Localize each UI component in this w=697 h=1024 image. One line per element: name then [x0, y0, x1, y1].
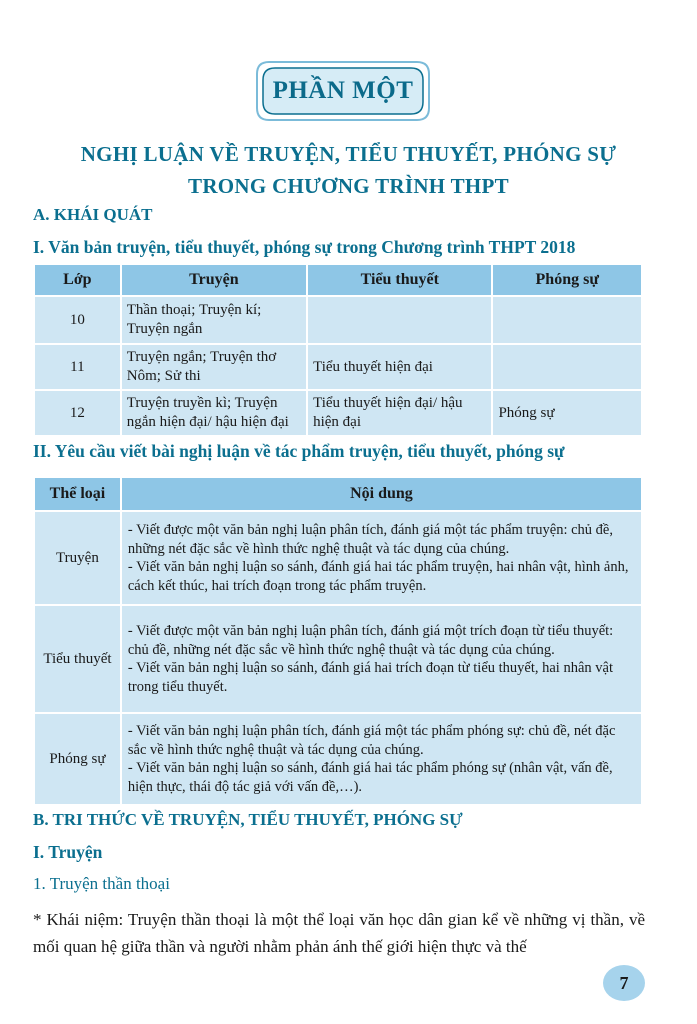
story-cell: Thần thoại; Truyện kí; Truyện ngắn — [121, 296, 307, 344]
reportage-cell — [492, 344, 642, 390]
reportage-cell — [492, 296, 642, 344]
genre-cell: Phóng sự — [34, 713, 121, 805]
content-cell — [121, 605, 642, 713]
requirement-item: - Viết văn bản nghị luận so sánh, đánh giá hai trích đoạn từ tiểu thuyết, hai nhân vật trong tiểu thuyết. — [127, 660, 613, 695]
part-badge-label: PHẦN MỘT — [272, 77, 414, 104]
column-header-reportage: Phóng sự — [492, 264, 642, 296]
genre-cell: Truyện — [34, 511, 121, 605]
part-badge — [255, 60, 431, 122]
requirement-item: - Viết văn bản nghị luận so sánh, đánh giá hai tác phẩm truyện, hai nhân vật, hình ảnh, cách kết thúc, hai trích đoạn trong tác phẩm truyện. — [127, 559, 629, 594]
curriculum-table — [33, 263, 643, 437]
content-cell — [121, 511, 642, 605]
requirements-table — [33, 476, 643, 806]
section-b-heading: B. TRI THỨC VỀ TRUYỆN, TIỂU THUYẾT, PHÓNG SỰ — [33, 810, 463, 829]
novel-cell — [307, 296, 492, 344]
requirement-item: - Viết văn bản nghị luận phân tích, đánh giá một tác phẩm phóng sự: chủ đề, nét đặc sắc về hình thức nghệ thuật và tác dụng của chúng. — [127, 723, 616, 758]
content-cell — [121, 713, 642, 805]
section-a-part2-heading: II. Yêu cầu viết bài nghị luận về tác phẩm truyện, tiểu thuyết, phóng sự — [33, 441, 565, 461]
chapter-title-line2: TRONG CHƯƠNG TRÌNH THPT — [188, 174, 509, 198]
column-header-genre: Thể loại — [34, 477, 121, 511]
table-row — [34, 296, 642, 344]
requirement-item: - Viết văn bản nghị luận so sánh, đánh giá hai tác phẩm phóng sự (nhân vật, vấn đề, hiện thực, thái độ tác giả với vấn đề,…). — [127, 760, 613, 795]
section-b-part1-heading: I. Truyện — [33, 842, 103, 862]
table-header-row — [34, 264, 642, 296]
page-number-badge — [602, 964, 646, 1002]
column-header-grade: Lớp — [34, 264, 121, 296]
novel-cell: Tiểu thuyết hiện đại — [307, 344, 492, 390]
table-row — [34, 605, 642, 713]
grade-cell: 10 — [34, 296, 121, 344]
page-number: 7 — [619, 972, 629, 993]
column-header-content: Nội dung — [121, 477, 642, 511]
story-cell: Truyện truyền kì; Truyện ngắn hiện đại/ hậu hiện đại — [121, 390, 307, 436]
definition-paragraph: * Khái niệm: Truyện thần thoại là một thể loại văn học dân gian kể về những vị thần, về mối quan hệ giữa thần và người nhằm phản ánh thế giới hiện thực và thế — [33, 910, 645, 956]
column-header-story: Truyện — [121, 264, 307, 296]
reportage-cell: Phóng sự — [492, 390, 642, 436]
chapter-title-line1: NGHỊ LUẬN VỀ TRUYỆN, TIỂU THUYẾT, PHÓNG SỰ — [80, 142, 617, 166]
requirement-item: - Viết được một văn bản nghị luận phân tích, đánh giá một tác phẩm truyện: chủ đề, những nét đặc sắc về hình thức nghệ thuật và tác dụng của chúng. — [127, 522, 613, 557]
column-header-novel: Tiểu thuyết — [307, 264, 492, 296]
story-cell: Truyện ngắn; Truyện thơ Nôm; Sử thi — [121, 344, 307, 390]
section-a-heading: A. KHÁI QUÁT — [33, 205, 153, 224]
grade-cell: 11 — [34, 344, 121, 390]
section-a-part1-heading: I. Văn bản truyện, tiểu thuyết, phóng sự trong Chương trình THPT 2018 — [33, 237, 576, 257]
section-b-sub1-heading: 1. Truyện thần thoại — [33, 874, 170, 893]
genre-cell: Tiểu thuyết — [34, 605, 121, 713]
novel-cell: Tiểu thuyết hiện đại/ hậu hiện đại — [307, 390, 492, 436]
requirement-item: - Viết được một văn bản nghị luận phân tích, đánh giá một trích đoạn từ tiểu thuyết: chủ đề, những nét đặc sắc về hình thức nghệ thuật và tác dụng của chúng. — [127, 623, 614, 658]
table-row — [34, 390, 642, 436]
grade-cell: 12 — [34, 390, 121, 436]
table-row — [34, 511, 642, 605]
table-row — [34, 713, 642, 805]
table-row — [34, 344, 642, 390]
table-header-row — [34, 477, 642, 511]
